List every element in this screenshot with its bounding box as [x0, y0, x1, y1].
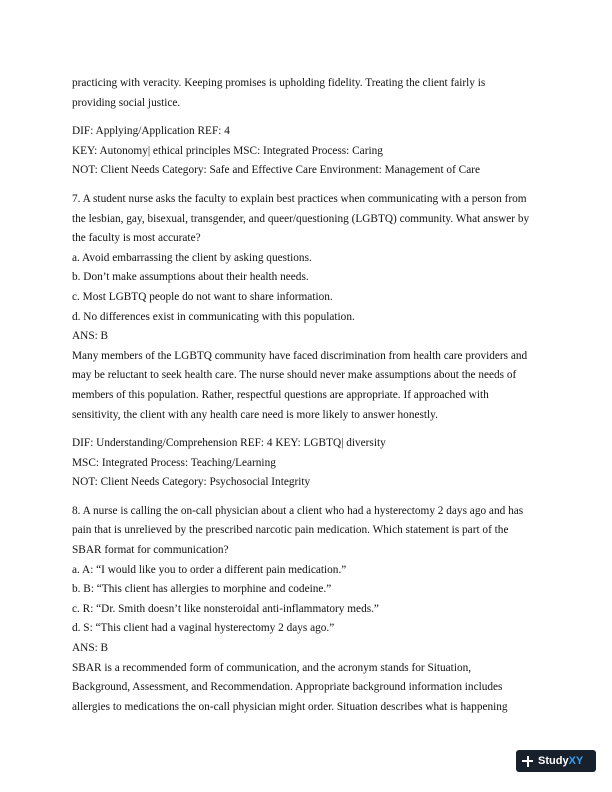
answer-option: c. Most LGBTQ people do not want to share information. — [72, 290, 333, 303]
answer-option: a. A: “I would like you to order a different pain medication.” — [72, 563, 347, 576]
answer-option: a. Avoid embarrassing the client by asking questions. — [72, 251, 312, 264]
meta-line: MSC: Integrated Process: Teaching/Learning — [72, 456, 276, 469]
text-line: providing social justice. — [72, 96, 181, 109]
studyxy-badge[interactable] — [516, 750, 596, 772]
answer-option: d. No differences exist in communicating with this population. — [72, 310, 355, 323]
badge-suffix: XY — [568, 755, 584, 767]
meta-line: DIF: Applying/Application REF: 4 — [72, 125, 230, 138]
rationale-line: Background, Assessment, and Recommendation. Appropriate background information includes — [72, 681, 503, 694]
answer-key: ANS: B — [72, 330, 109, 343]
meta-line: KEY: Autonomy| ethical principles MSC: Integrated Process: Caring — [72, 144, 383, 157]
answer-option: b. B: “This client has allergies to morphine and codeine.” — [72, 583, 332, 596]
question-stem: 8. A nurse is calling the on-call physician about a client who had a hysterectomy 2 days ago and has — [72, 504, 524, 517]
badge-brand: Study — [538, 755, 569, 767]
question-stem: the faculty is most accurate? — [72, 232, 201, 245]
rationale-line: sensitivity, the client with any health care need is more likely to answer honestly. — [72, 408, 438, 421]
text-line: practicing with veracity. Keeping promises is upholding fidelity. Treating the client fairly is — [72, 77, 486, 89]
answer-key: ANS: B — [72, 642, 109, 655]
rationale-line: may be reluctant to seek health care. The nurse should never make assumptions about the needs of — [72, 369, 517, 382]
answer-option: b. Don’t make assumptions about their health needs. — [72, 271, 309, 284]
rationale-line: SBAR is a recommended form of communication, and the acronym stands for Situation, — [72, 661, 472, 674]
question-stem: the lesbian, gay, bisexual, transgender, and queer/questioning (LGBTQ) community. What answer by — [72, 212, 530, 225]
question-stem: 7. A student nurse asks the faculty to explain best practices when communicating with a person from — [72, 192, 527, 205]
rationale-line: members of this population. Rather, respectful questions are appropriate. If approached with — [72, 388, 489, 401]
question-stem: SBAR format for communication? — [72, 544, 229, 557]
meta-line: DIF: Understanding/Comprehension REF: 4 KEY: LGBTQ| diversity — [72, 437, 386, 450]
answer-option: c. R: “Dr. Smith doesn’t like nonsteroidal anti-inflammatory meds.” — [72, 602, 379, 615]
answer-option: d. S: “This client had a vaginal hysterectomy 2 days ago.” — [72, 622, 335, 635]
document-page — [72, 74, 542, 717]
question-stem: pain that is unrelieved by the prescribed narcotic pain medication. Which statement is part of the — [72, 524, 509, 537]
rationale-line: Many members of the LGBTQ community have faced discrimination from health care providers and — [72, 349, 528, 362]
meta-line: NOT: Client Needs Category: Safe and Effective Care Environment: Management of Care — [72, 164, 480, 177]
rationale-line: allergies to medications the on-call physician might order. Situation describes what is happening — [72, 700, 508, 713]
plus-icon — [522, 756, 533, 767]
meta-line: NOT: Client Needs Category: Psychosocial Integrity — [72, 476, 311, 489]
